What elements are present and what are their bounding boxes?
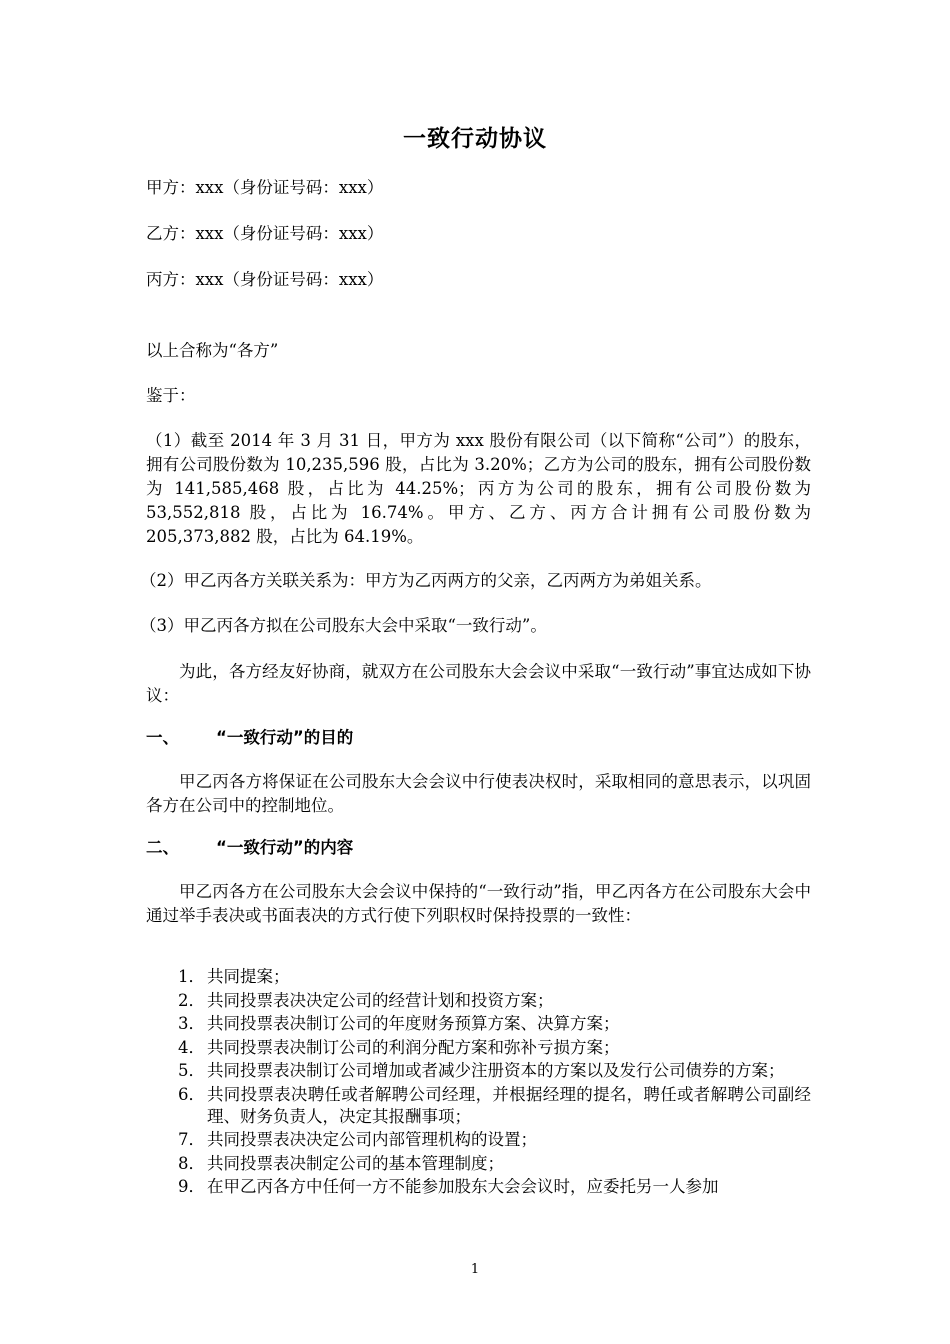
- document-title: 一致行动协议: [403, 126, 547, 152]
- party-b: 乙方：xxx（身份证号码：xxx）: [146, 224, 384, 243]
- section-1-heading: [146, 726, 353, 750]
- list-item: 7． 共同投票表决决定公司内部管理机构的设置；: [178, 1130, 537, 1149]
- section-1-body: 甲乙丙各方将保证在公司股东大会会议中行使表决权时，采取相同的意思表示，以巩固各方在公司中的控制地位。: [146, 772, 811, 815]
- preamble: 为此，各方经友好协商，就双方在公司股东大会会议中采取“一致行动”事宜达成如下协议：: [146, 662, 811, 705]
- recital-1: （1）截至 2014 年 3 月 31 日，甲方为 xxx 股份有限公司（以下简称“公司”）的股东，拥有公司股份数为 10,235,596 股，占比为 3.20%；乙方为公司的股东，拥有公司股份数为 141,585,468 股，占比为 44.25%；丙方为公司的股东，拥有公司股份数为 53,552,818 股，占比为 16.74%。甲方、乙方、丙方合计拥有公司股份数为 205,373,882 股，占比为 64.19%。: [146, 431, 811, 546]
- list-item: 6． 共同投票表决聘任或者解聘公司经理，并根据经理的提名，聘任或者解聘公司副经理、财务负责人，决定其报酬事项；: [178, 1084, 811, 1126]
- section-2-number: 二、: [146, 838, 179, 857]
- list-item: 8． 共同投票表决制定公司的基本管理制度；: [178, 1153, 504, 1173]
- section-2-title: “一致行动”的内容: [216, 838, 354, 857]
- section-2-heading: [146, 836, 353, 860]
- list-item: 2． 共同投票表决决定公司的经营计划和投资方案；: [178, 990, 554, 1010]
- section-2-body: 甲乙丙各方在公司股东大会会议中保持的“一致行动”指，甲乙丙各方在公司股东大会中通过举手表决或书面表决的方式行使下列职权时保持投票的一致性：: [146, 882, 811, 925]
- powers-list: [178, 966, 811, 1200]
- recital-3: （3）甲乙丙各方拟在公司股东大会中采取“一致行动”。: [140, 616, 547, 635]
- list-item: 3． 共同投票表决制订公司的年度财务预算方案、决算方案；: [178, 1014, 620, 1033]
- section-1-title: “一致行动”的目的: [216, 728, 354, 747]
- list-item: 9． 在甲乙丙各方中任何一方不能参加股东大会会议时，应委托另一人参加: [178, 1177, 719, 1196]
- party-a: 甲方：xxx（身份证号码：xxx）: [146, 178, 384, 197]
- collective-name: 以上合称为“各方”: [146, 341, 279, 360]
- section-1-number: 一、: [146, 728, 179, 747]
- page-number: 1: [470, 1262, 480, 1277]
- list-item: 5． 共同投票表决制订公司增加或者减少注册资本的方案以及发行公司债券的方案；: [178, 1061, 785, 1080]
- list-item: 4． 共同投票表决制订公司的利润分配方案和弥补亏损方案；: [178, 1037, 620, 1057]
- list-item: 1． 共同提案；: [178, 967, 290, 986]
- party-c: 丙方：xxx（身份证号码：xxx）: [146, 270, 384, 289]
- whereas-label: 鉴于：: [146, 386, 196, 405]
- recital-2: （2）甲乙丙各方关联关系为：甲方为乙丙两方的父亲，乙丙两方为弟姐关系。: [140, 571, 712, 590]
